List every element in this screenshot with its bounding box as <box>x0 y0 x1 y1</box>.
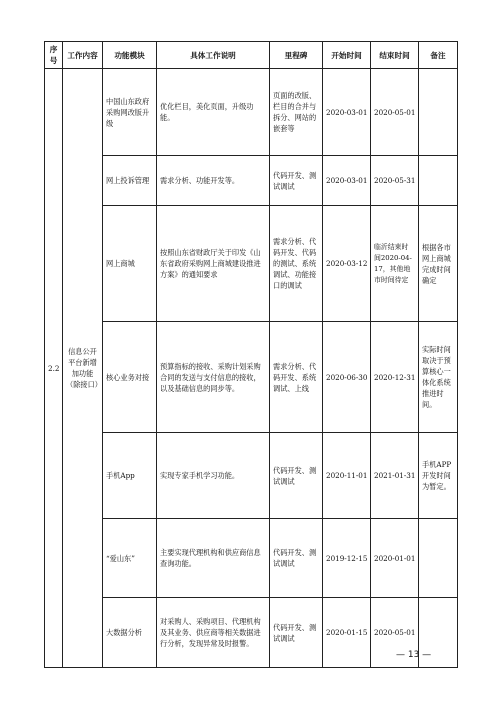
row-detail: 对采购人、采购项目、代理机构及其业务、供应商等相关数据进行分析，发现异常及时报警。 <box>157 598 270 668</box>
row-milestone: 代码开发、测试调试 <box>270 433 323 519</box>
row-milestone: 代码开发、测试调试 <box>270 519 323 598</box>
row-milestone: 需求分析、代码开发、代码的测试、系统调试、功能接口的调试 <box>270 206 323 322</box>
row-module: 手机App <box>103 433 157 519</box>
row-milestone: 页面的改版、栏目的合并与拆分、网站的嵌套等 <box>270 69 323 156</box>
header-module: 功能模块 <box>103 42 157 69</box>
row-start: 2020-01-15 <box>323 598 371 668</box>
row-end: 2020-01-01 <box>371 519 419 598</box>
row-end: 2020-05-01 <box>371 598 419 668</box>
row-detail: 优化栏目，美化页面，升级功能。 <box>157 69 270 156</box>
row-module: “爱山东” <box>103 519 157 598</box>
row-module: 核心业务对接 <box>103 322 157 433</box>
table-row <box>45 69 458 156</box>
header-seq: 序号 <box>45 42 63 69</box>
row-note: 手机APP开发时间为暂定。 <box>419 433 458 519</box>
table-row <box>45 156 458 206</box>
row-detail: 预算指标的接收、采购计划采购合同的发送与支付信息的接收，以及基础信息的同步等。 <box>157 322 270 433</box>
work-plan-table <box>44 41 458 668</box>
row-detail: 按照山东省财政厅关于印发《山东省政府采购网上商城建设推进方案》的通知要求 <box>157 206 270 322</box>
table-header-row <box>45 42 458 69</box>
row-detail: 主要实现代理机构和供应商信息查询功能。 <box>157 519 270 598</box>
table-row <box>45 433 458 519</box>
row-start: 2020-11-01 <box>323 433 371 519</box>
table-row <box>45 206 458 322</box>
row-milestone: 代码开发、测试调试 <box>270 156 323 206</box>
row-note <box>419 519 458 598</box>
header-end: 结束时间 <box>371 42 419 69</box>
row-start: 2019-12-15 <box>323 519 371 598</box>
row-note <box>419 69 458 156</box>
header-start: 开始时间 <box>323 42 371 69</box>
row-module: 大数据分析 <box>103 598 157 668</box>
row-detail: 实现专家手机学习功能。 <box>157 433 270 519</box>
header-work: 工作内容 <box>63 42 103 69</box>
row-milestone: 需求分析、代码开发、系统调试、上线 <box>270 322 323 433</box>
row-start: 2020-03-01 <box>323 69 371 156</box>
row-end: 临沂结束时间2020-04-17，其他地市时间待定 <box>371 206 419 322</box>
row-start: 2020-03-12 <box>323 206 371 322</box>
row-note <box>419 156 458 206</box>
row-detail: 需求分析、功能开发等。 <box>157 156 270 206</box>
row-module: 网上投诉管理 <box>103 156 157 206</box>
row-note: 实际时间取决于预算核心一体化系统推进时间。 <box>419 322 458 433</box>
row-note: 根据各市网上商城完成时间确定 <box>419 206 458 322</box>
page-number: — 13 — <box>396 650 432 660</box>
header-milestone: 里程碑 <box>270 42 323 69</box>
row-module: 网上商城 <box>103 206 157 322</box>
header-note: 备注 <box>419 42 458 69</box>
row-start: 2020-03-01 <box>323 156 371 206</box>
row-start: 2020-06-30 <box>323 322 371 433</box>
row-end: 2021-01-31 <box>371 433 419 519</box>
group-work: 信息公开平台新增加功能（除接口） <box>63 69 103 668</box>
row-module: 中国山东政府采购网改版升级 <box>103 69 157 156</box>
table-row <box>45 519 458 598</box>
row-end: 2020-05-01 <box>371 69 419 156</box>
table-row <box>45 322 458 433</box>
row-end: 2020-12-31 <box>371 322 419 433</box>
header-detail: 具体工作说明 <box>157 42 270 69</box>
row-milestone: 代码开发、测试调试 <box>270 598 323 668</box>
row-end: 2020-05-31 <box>371 156 419 206</box>
group-seq: 2.2 <box>45 69 63 668</box>
